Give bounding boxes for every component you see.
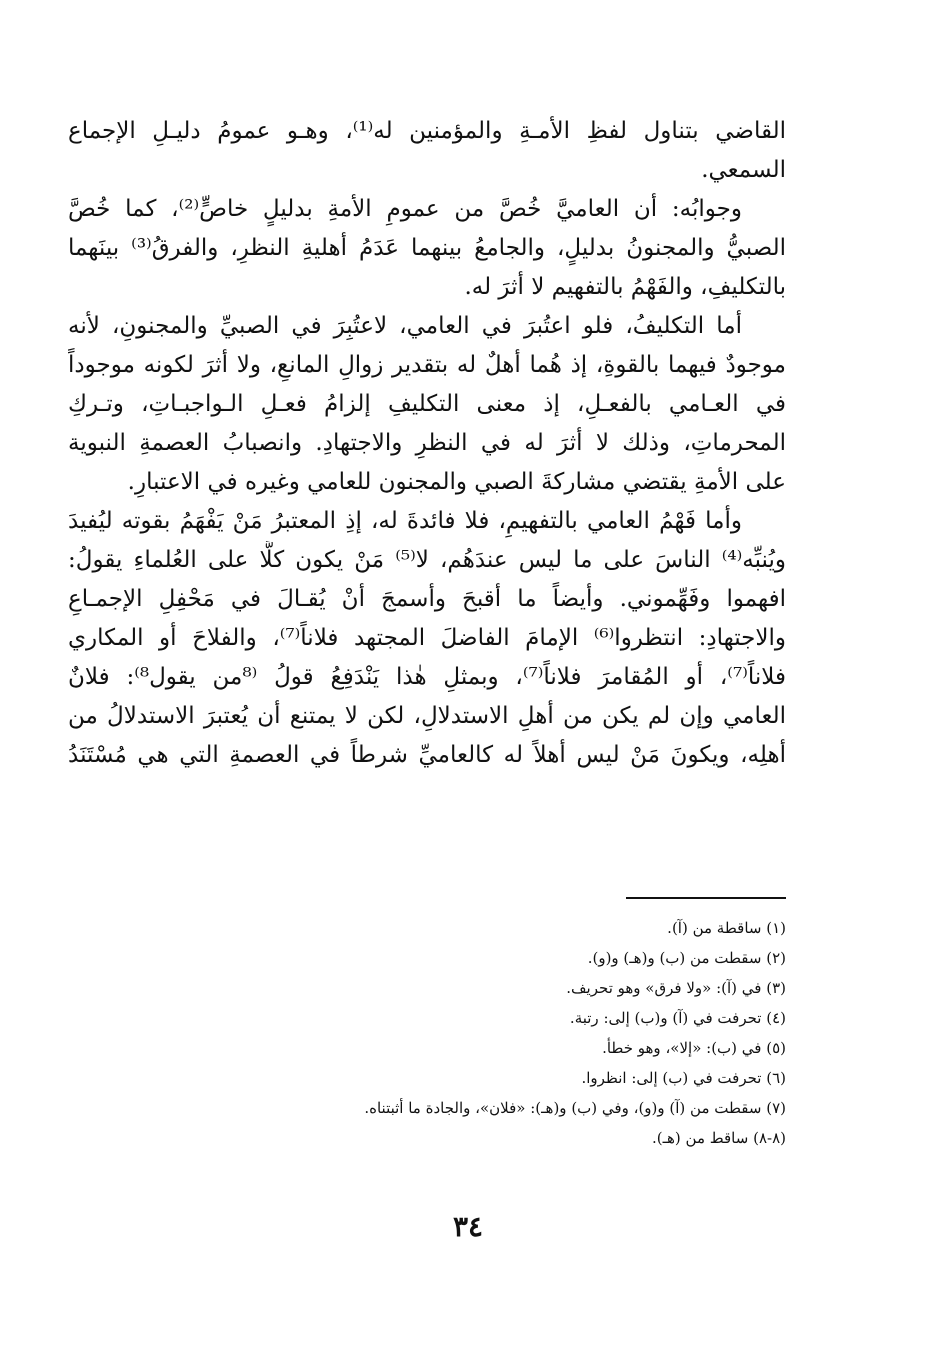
footnote: (٤) تحرفت في (آ) و(ب) إلى: رتبة. <box>569 1009 786 1027</box>
footnote: (٢) سقطت من (ب) و(هـ) و(و). <box>587 949 786 967</box>
text-line: والاجتهادِ: انتظروا⁽⁶⁾ الإمامَ الفاضلَ المجتهد فلاناً⁽⁷⁾، والفلاحَ أو المكاري <box>68 625 786 651</box>
text-line: الصبيُّ والمجنونُ بدليلٍ، والجامعُ بينهما عَدَمُ أهليةِ النظرِ، والفرقُ⁽³⁾ بينَهما <box>68 235 786 261</box>
page-number: ٣٤ <box>452 1210 484 1243</box>
text-line: القاضي بتناول لفظِ الأمـةِ والمؤمنين له⁽¹⁾، وهـو عمومُ دليـلِ الإجماع <box>68 118 786 144</box>
footnote: (١) ساقطة من (آ). <box>667 919 786 937</box>
footnote: (٨-٨) ساقط من (هـ). <box>652 1129 786 1147</box>
text-line: فلاناً⁽⁷⁾، أو المُقامرَ فلاناً⁽⁷⁾، وبمثلِ هٰذا يَنْدَفِعُ قولُ ⁽⁸من يقول⁸⁾: فلانٌ <box>68 664 786 690</box>
footnote: (٦) تحرفت في (ب) إلى: انظروا. <box>581 1069 786 1087</box>
text-line: السمعي. <box>701 157 786 183</box>
text-line: المحرماتِ، وذلك لا أثرَ له في النظرِ والاجتهادِ. وانصبابُ العصمةِ النبوية <box>68 430 786 456</box>
text-line: بالتكليفِ، والفَهْمُ بالتفهيم لا أثرَ له. <box>464 274 786 300</box>
text-line: أما التكليفُ، فلو اعتُبرَ في العامي، لاعتُبِرَ في الصبيِّ والمجنونِ، لأنه <box>68 313 742 339</box>
footnote: (٣) في (آ): «ولا فرق» وهو تحريف. <box>566 979 786 997</box>
footnote: (٥) في (ب): «إلا»، وهو خطأ. <box>602 1039 786 1057</box>
text-line: وجوابُه: أن العاميَّ خُصَّ من عمومِ الأمةِ بدليلٍ خاصٍّ⁽²⁾، كما خُصَّ <box>68 196 742 222</box>
text-line: العامي وإن لم يكن من أهلِ الاستدلالِ، لكن لا يمتنع أن يُعتبرَ الاستدلالُ من <box>68 703 786 729</box>
text-line: موجودٌ فيهما بالقوةِ، إذ هُما أهلٌ له بتقدير زوالِ المانعِ، ولا أثرَ لكونه موجوداً <box>68 352 786 378</box>
text-line: في العـامي بالفعـلِ، إذ معنى التكليفِ إلزامُ فعـلِ الـواجبـاتِ، وتـركِ <box>68 391 786 417</box>
main-text <box>68 112 786 775</box>
text-line: افهموا وفَهِّموني. وأيضاً ما أقبحَ وأسمجَ أنْ يُقـالَ في مَحْفِلِ الإجمـاعِ <box>68 586 786 612</box>
text-line: وأما فَهْمُ العامي بالتفهيمِ، فلا فائدةَ له، إذِ المعتبرُ مَنْ يَفْهَمُ بقوته ليُفيدَ <box>68 508 742 534</box>
footnote-divider <box>626 897 786 899</box>
text-line: أهلِه، ويكونَ مَنْ ليس أهلاً له كالعاميِّ شرطاً في العصمةِ التي هي مُسْتَنَدُ <box>68 742 786 768</box>
text-line: ويُنبِّه⁽⁴⁾ الناسَ على ما ليس عندَهُم، لا⁽⁵⁾ مَنْ يكون كلًّا على العُلماءِ يقولُ: <box>68 547 786 573</box>
text-line: على الأمةِ يقتضي مشاركةَ الصبي والمجنون للعامي وغيره في الاعتبارِ. <box>127 469 786 495</box>
footnote: (٧) سقطت من (آ) و(و)، وفي (ب) و(هـ): «فلان»، والجادة ما أثبتناه. <box>364 1099 786 1117</box>
footnotes-section <box>80 913 786 1153</box>
